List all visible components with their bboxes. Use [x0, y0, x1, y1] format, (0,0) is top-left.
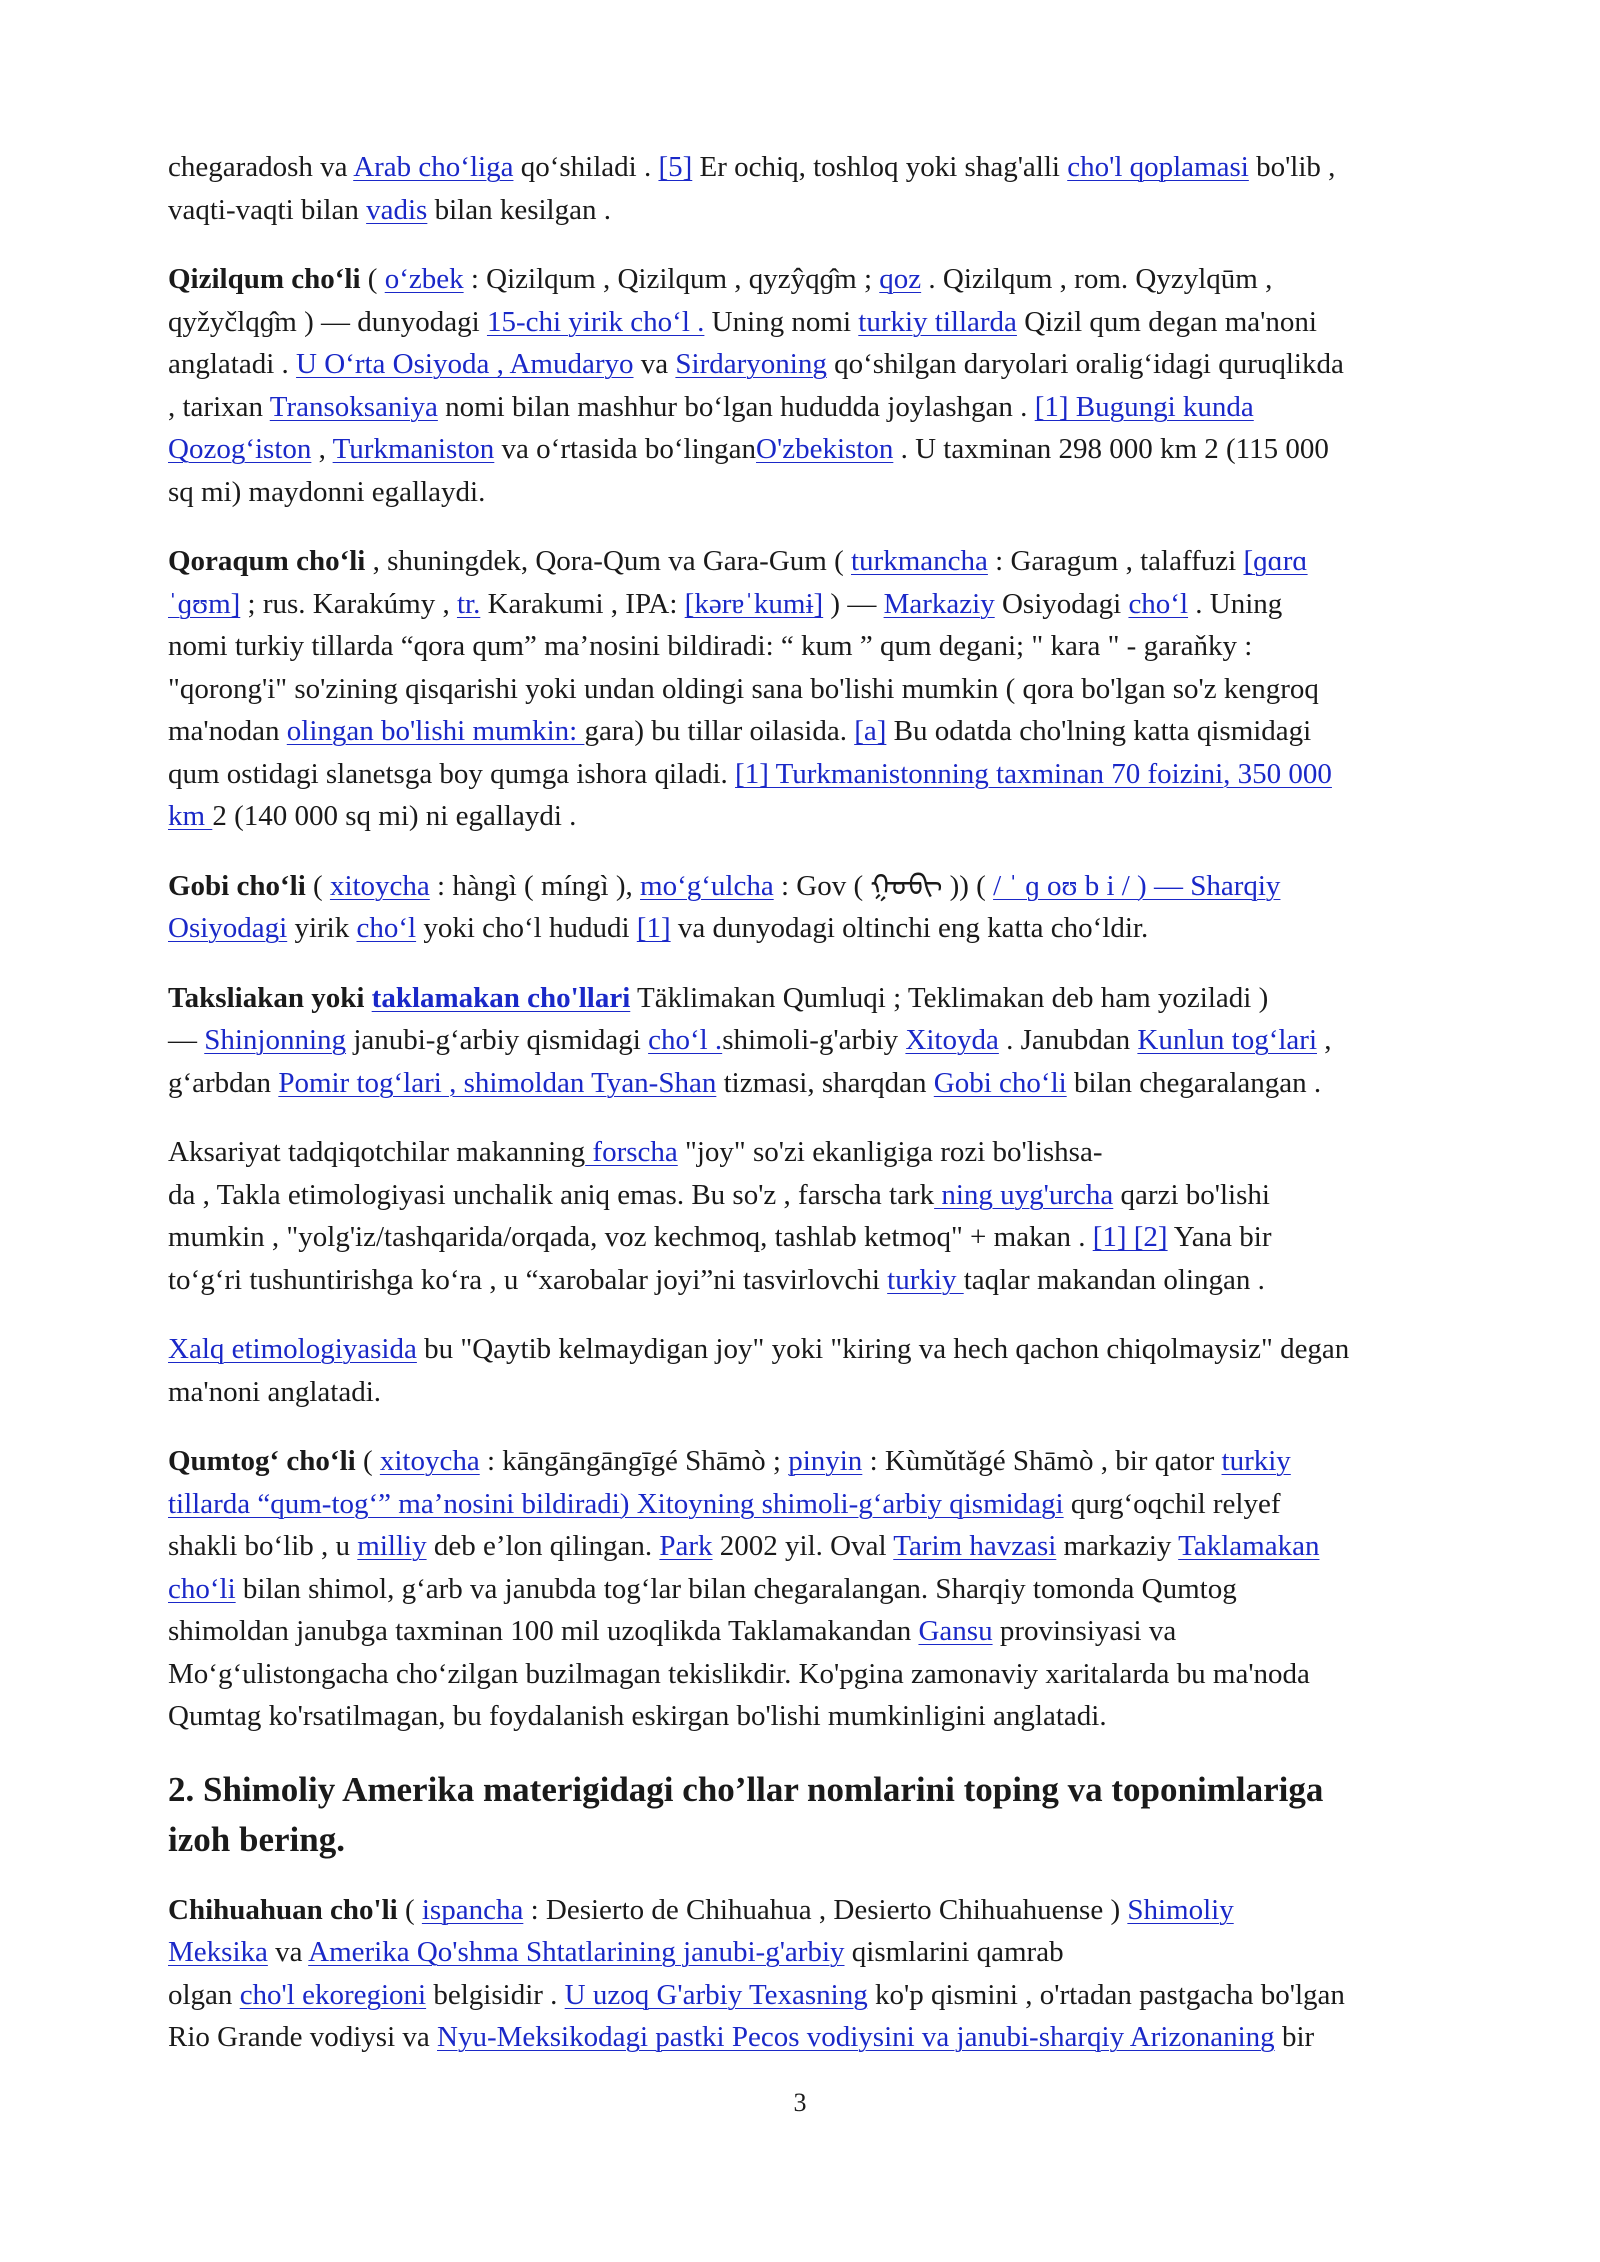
- text: olgan: [168, 1978, 240, 2011]
- text: yoki cho‘l hududi: [416, 912, 637, 944]
- link-chol[interactable]: cho‘l: [1128, 587, 1189, 620]
- text: qurg‘oqchil relyef: [1063, 1487, 1281, 1520]
- text: bilan chegaralangan .: [1066, 1066, 1322, 1099]
- text: Rio Grande vodiysi va: [168, 2021, 438, 2053]
- text: va: [633, 348, 676, 380]
- link-chol[interactable]: cho‘l .: [648, 1024, 723, 1056]
- text: anglatadi .: [168, 348, 297, 380]
- paragraph-qizilqum: [168, 258, 1478, 513]
- text: va o‘rtasida bo‘lingan: [494, 433, 757, 465]
- text: deb e’lon qilingan.: [426, 1530, 660, 1562]
- link-xitoycha[interactable]: xitoycha: [329, 869, 430, 902]
- link-turkiy[interactable]: turkiy: [887, 1263, 964, 1296]
- text: ) —: [823, 587, 884, 620]
- link-park[interactable]: Park: [659, 1530, 713, 1562]
- link-citation-5[interactable]: [5]: [658, 151, 693, 183]
- text: 2 (140 000 sq mi) ni egallaydi .: [212, 800, 577, 832]
- paragraph-takla-etymology: [168, 1131, 1478, 1301]
- text: Osiyodagi: [994, 587, 1129, 620]
- text: ma'noni anglatadi.: [168, 1375, 381, 1408]
- text: da , Takla etimologiyasi unchalik aniq emas. Bu so'z , farscha tark: [168, 1178, 935, 1211]
- text: qo‘shilgan daryolari oralig‘idagi quruqlikda: [826, 348, 1344, 380]
- term-qumtog: Qumtog‘ cho‘li: [168, 1445, 356, 1477]
- text: nomi turkiy tillarda “qora qum” ma’nosini bildiradi: “ kum ” qum degani; " kara " - garaňky :: [168, 630, 1253, 662]
- link-15-chi-yirik-chol[interactable]: 15-chi yirik cho‘l .: [486, 305, 705, 338]
- link-arab-choliga[interactable]: Arab cho‘liga: [353, 151, 514, 183]
- text: : Kùmǔtăgé Shāmò , bir qator: [862, 1445, 1222, 1477]
- text: . Janubdan: [998, 1024, 1138, 1056]
- link-nyu-meksikodagi-pecos[interactable]: Nyu-Meksikodagi pastki Pecos vodiysini va janubi-sharqiy Arizonaning: [437, 2021, 1275, 2053]
- text: bu "Qaytib kelmaydigan joy" yoki "kiring va hech qachon chiqolmaysiz" degan: [416, 1333, 1350, 1365]
- link-turkiy-tillarda[interactable]: turkiy tillarda: [858, 305, 1017, 338]
- text: (: [305, 869, 330, 902]
- link-amerika-qoshma-shtatlarining[interactable]: Amerika Qo'shma Shtatlarining janubi-g'arbiy: [308, 1936, 845, 1968]
- paragraph-qoraqum: [168, 540, 1478, 838]
- text: belgisidir .: [426, 1978, 565, 2011]
- text: qarzi bo'lishi: [1113, 1178, 1270, 1211]
- link-turkmaniston[interactable]: Turkmaniston: [332, 433, 495, 465]
- text: bir: [1274, 2021, 1315, 2053]
- link-xitoycha[interactable]: xitoycha: [379, 1445, 480, 1477]
- section-heading-line: 2. Shimoliy Amerika materigidagi cho’llar nomlarini toping va toponimlariga: [168, 1769, 1324, 1809]
- text: va dunyodagi oltinchi eng katta cho‘ldir.: [670, 912, 1149, 944]
- text: , tarixan: [168, 390, 270, 423]
- text: . U taxminan 298 000 km 2 (115 000: [893, 433, 1329, 465]
- text: , shuningdek, Qora-Qum va Gara-Gum (: [365, 545, 851, 577]
- term-qizilqum: Qizilqum cho‘li: [168, 263, 361, 295]
- text: : Desierto de Chihuahua , Desierto Chihuahuense ): [523, 1893, 1128, 1926]
- link-forscha[interactable]: forscha: [585, 1136, 678, 1168]
- text: chegaradosh va: [168, 151, 354, 183]
- link-turkiy[interactable]: turkiy: [1221, 1445, 1291, 1477]
- link-ipa-gara[interactable]: [ɡɑrɑ: [1243, 545, 1308, 577]
- text: 2002 yil. Oval: [712, 1530, 894, 1562]
- link-ispancha[interactable]: ispancha: [421, 1893, 524, 1926]
- link-shimoliy[interactable]: Shimoliy: [1127, 1893, 1234, 1926]
- link-osiyodagi[interactable]: Osiyodagi: [168, 912, 288, 944]
- link-orta-osiyoda-amudaryo[interactable]: U O‘rta Osiyoda , Amudaryo: [296, 348, 634, 380]
- text: Karakumi , IPA:: [480, 587, 685, 620]
- link-vadis[interactable]: vadis: [366, 193, 428, 226]
- link-sirdaryoning[interactable]: Sirdaryoning: [675, 348, 827, 380]
- text: : Gov ( ᠭᠣᠪᠢ )) (: [773, 869, 994, 902]
- link-qozogiston[interactable]: Qozog‘iston: [168, 433, 312, 465]
- paragraph-gobi: [168, 865, 1478, 950]
- text: provinsiyasi va: [992, 1615, 1177, 1647]
- text: —: [168, 1024, 205, 1056]
- link-citation-1-2[interactable]: [1] [2]: [1092, 1221, 1168, 1253]
- link-pinyin[interactable]: pinyin: [788, 1445, 863, 1477]
- text: qyžyčlqɡ̂m ) — dunyodagi: [168, 305, 487, 338]
- text: Qumtag ko'rsatilmagan, bu foydalanish eskirgan bo'lishi mumkinligini anglatadi.: [168, 1700, 1107, 1732]
- link-taklamakan[interactable]: Taklamakan: [1178, 1530, 1320, 1562]
- link-citation-1-turkmanistonning[interactable]: [1] Turkmanistonning taxminan 70 foizini, 350 000: [735, 757, 1332, 790]
- link-xitoyda[interactable]: Xitoyda: [905, 1024, 999, 1056]
- text: "qorong'i" so'zining qisqarishi yoki undan oldingi sana bo'lishi mumkin ( qora bo'lgan so'z kengroq: [168, 672, 1319, 705]
- link-meksika[interactable]: Meksika: [168, 1936, 268, 1968]
- text: nomi bilan mashhur bo‘lgan hududda joylashgan .: [437, 390, 1035, 423]
- link-xalq-etimologiyasida[interactable]: Xalq etimologiyasida: [168, 1333, 417, 1365]
- text: (: [355, 1445, 380, 1477]
- text: qum ostidagi slanetsga boy qumga ishora qiladi.: [168, 757, 736, 790]
- link-ning-uygurcha[interactable]: ning uyg'urcha: [934, 1178, 1114, 1211]
- text: qo‘shiladi .: [513, 151, 659, 183]
- link-chol[interactable]: cho‘l: [356, 912, 417, 944]
- text: yirik: [287, 912, 357, 944]
- text: Mo‘g‘ulistongacha cho‘zilgan buzilmagan tekislikdir. Ko'pgina zamonaviy xaritalarda bu ma'noda: [168, 1657, 1310, 1690]
- term-qoraqum: Qoraqum cho‘li: [168, 545, 366, 577]
- link-ozbek[interactable]: o‘zbek: [384, 263, 464, 295]
- text: Täklimakan Qumluqi ; Teklimakan deb ham yoziladi ): [630, 981, 1269, 1014]
- text: to‘g‘ri tushuntirishga ko‘ra , u “xarobalar joyi”ni tasvirlovchi: [168, 1263, 888, 1296]
- text: : Qizilqum , Qizilqum , qyzŷqɡ̂m ;: [463, 263, 880, 295]
- paragraph-chihuahuan: [168, 1889, 1478, 2059]
- link-citation-1[interactable]: [1]: [636, 912, 671, 944]
- link-gobi-choli[interactable]: Gobi cho‘li: [933, 1066, 1067, 1099]
- section-heading: [168, 1765, 1478, 1865]
- text: : Garagum , talaffuzi: [987, 545, 1244, 577]
- link-note-a[interactable]: [a]: [854, 715, 887, 747]
- text: mumkin , "yolg'iz/tashqarida/orqada, voz kechmoq, tashlab ketmoq" + makan .: [168, 1221, 1093, 1253]
- text: Qizil qum degan ma'noni: [1016, 305, 1317, 338]
- text: Yana bir: [1167, 1221, 1272, 1253]
- link-mogulcha[interactable]: mo‘g‘ulcha: [640, 869, 774, 902]
- text: ma'nodan: [168, 715, 287, 747]
- page-number: 3: [793, 2088, 807, 2117]
- text: bilan shimol, g‘arb va janubda tog‘lar bilan chegaralangan. Sharqiy tomonda Qumtog: [235, 1572, 1237, 1605]
- text: : hàngì ( míngì ),: [429, 869, 641, 902]
- paragraph-qumtog: [168, 1440, 1478, 1738]
- term-taksliakan: Taksliakan yoki: [168, 981, 372, 1014]
- text: qismlarini qamrab: [844, 1936, 1064, 1968]
- text: (: [360, 263, 385, 295]
- section-heading-line: izoh bering.: [168, 1819, 345, 1859]
- text: Bu odatda cho'lning katta qismidagi: [886, 715, 1312, 747]
- link-markaziy[interactable]: Markaziy: [883, 587, 995, 620]
- text: ; rus. Karakúmy ,: [240, 587, 457, 620]
- link-chol-qoplamasi[interactable]: cho'l qoplamasi: [1067, 151, 1249, 183]
- text: "joy" so'zi ekanligiga rozi bo'lishsa-: [677, 1136, 1103, 1168]
- link-pomir-toglari-tyan-shan[interactable]: Pomir tog‘lari , shimoldan Tyan-Shan: [278, 1066, 717, 1099]
- link-taklamakan-chollari[interactable]: taklamakan cho'llari: [371, 981, 631, 1014]
- link-milliy[interactable]: milliy: [357, 1530, 427, 1562]
- text: shakli bo‘lib , u: [168, 1530, 358, 1562]
- text: va: [267, 1936, 309, 1968]
- text: sq mi) maydonni egallaydi.: [168, 475, 486, 508]
- text: : kāngāngāngīgé Shāmò ;: [479, 1445, 789, 1477]
- link-turkmancha[interactable]: turkmancha: [851, 545, 988, 577]
- link-choli[interactable]: cho‘li: [168, 1572, 236, 1605]
- text: janubi-g‘arbiy qismidagi: [346, 1024, 649, 1056]
- text: ,: [311, 433, 333, 465]
- link-qoz[interactable]: qoz: [879, 263, 922, 295]
- text: tizmasi, sharqdan: [716, 1066, 934, 1099]
- link-tillarda-qum-tog-xitoyning[interactable]: tillarda “qum-tog‘” ma’nosini bildiradi) Xitoyning shimoli-g‘arbiy qismidagi: [168, 1487, 1064, 1520]
- text: bilan kesilgan .: [427, 193, 611, 226]
- document-body: [168, 146, 1478, 2086]
- term-chihuahuan: Chihuahuan cho'li: [168, 1893, 398, 1926]
- text: vaqti-vaqti bilan: [168, 193, 367, 226]
- paragraph-arab-desert-tail: [168, 146, 1478, 231]
- link-ipa-karakumi[interactable]: [kərɐˈkumɨ]: [684, 587, 824, 620]
- text: . Qizilqum , rom. Qyzylqūm ,: [921, 263, 1273, 295]
- text: ,: [1317, 1024, 1332, 1056]
- link-ipa-gum[interactable]: ˈɡʊm]: [168, 587, 241, 620]
- link-kunlun-toglari[interactable]: Kunlun tog‘lari: [1137, 1024, 1317, 1056]
- link-olingan-bolishi-mumkin[interactable]: olingan bo'lishi mumkin:: [286, 715, 585, 747]
- link-tr[interactable]: tr.: [456, 587, 481, 620]
- text: gara) bu tillar oilasida.: [584, 715, 855, 747]
- link-ipa-gobi-sharqiy[interactable]: / ˈ ɡ oʊ b i / ) — Sharqiy: [993, 869, 1281, 902]
- term-gobi: Gobi cho‘li: [168, 869, 306, 902]
- text: . Uning: [1188, 587, 1283, 620]
- text: Aksariyat tadqiqotchilar makanning: [168, 1136, 586, 1168]
- text: ko'p qismini , o'rtadan pastgacha bo'lgan: [867, 1978, 1345, 2011]
- link-transoksaniya[interactable]: Transoksaniya: [269, 390, 438, 423]
- link-km[interactable]: km: [168, 800, 213, 832]
- text: bo'lib ,: [1248, 151, 1336, 183]
- text: taqlar makandan olingan .: [963, 1263, 1265, 1296]
- text: shimoldan janubga taxminan 100 mil uzoqlikda Taklamakandan: [168, 1615, 919, 1647]
- text: Er ochiq, toshloq yoki shag'alli: [692, 151, 1068, 183]
- link-chol-ekoregioni[interactable]: cho'l ekoregioni: [239, 1978, 427, 2011]
- paragraph-taklamakan: [168, 977, 1478, 1105]
- link-citation-1-bugungi-kunda[interactable]: [1] Bugungi kunda: [1034, 390, 1254, 423]
- text: g‘arbdan: [168, 1066, 279, 1099]
- text: shimoli-g'arbiy: [722, 1024, 906, 1056]
- link-shinjonning[interactable]: Shinjonning: [204, 1024, 347, 1056]
- link-tarim-havzasi[interactable]: Tarim havzasi: [893, 1530, 1057, 1562]
- text: Uning nomi: [704, 305, 859, 338]
- paragraph-folk-etymology: [168, 1328, 1478, 1413]
- link-ozbekiston[interactable]: O'zbekiston: [756, 433, 894, 465]
- link-uzoq-garbiy-texasning[interactable]: U uzoq G'arbiy Texasning: [564, 1978, 868, 2011]
- text: markaziy: [1056, 1530, 1179, 1562]
- text: (: [397, 1893, 422, 1926]
- link-gansu[interactable]: Gansu: [918, 1615, 993, 1647]
